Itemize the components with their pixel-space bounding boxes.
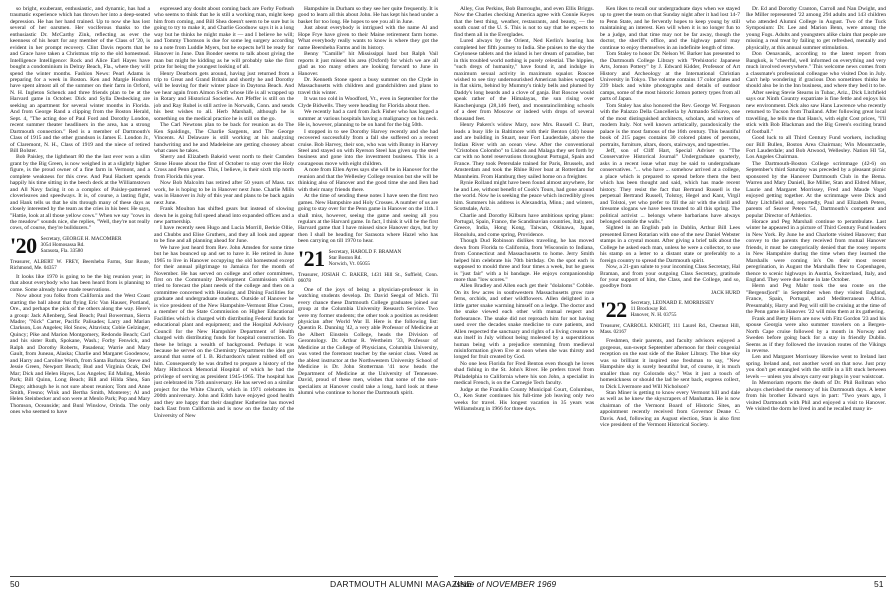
secretary-name: Secretary, GEORGE H. MACOMBER: [40, 235, 122, 242]
treasurer-info: Treasurer, JOSIAH C. BAKER, 1431 Hill St., Suffield, Conn. 06078: [298, 271, 438, 284]
paragraph: Though Dud Robinson dislikes traveling, he has moved down from Florida to California, from Wisconsin to Indiana, from Connecticut and Massachusetts to home. Jerry Smith helped him celebrate his 70th birthday. On the spot each is supposed to mould three and four times a week, but he guess is "just fair" with a bi bandage. He enjoys companionship more than "low scores.": [454, 238, 594, 284]
paragraph: Tom Staley has also honored the Rev. George W. Ferguson with the Palazzo Della Cancelleria by Armando Schiavo, one of the most distinguished architects, scholars, and writers of modern Italy. Not well known artistically, paradoxically the palace is the most famous of the 16th century. This beautiful book of 215 pages contains 30 colored plates of persons, portraits, furniture, altars, doors, stairways, and tapestries.: [600, 102, 740, 148]
paragraph: Now Bob Malcolm has retired after 50 years of Mass. tax work, he is hoping to be in Hanover next June. Charlie Mills was in Hanover in July of this year and plans to be back again next June.: [154, 180, 294, 206]
right-page-number: 51: [874, 579, 884, 589]
paragraph: One of the joys of being a physician-professor is in watching students develop. Dr. David Seegal of Mich. Til every chance these Dartmouth College graduates joined our group at the Columbia University Research Service. Two were my former students; the other took a position as resident physician after World War II. Here is the following list: Quentin R. Dunning '42, a very able Professor of Medicine at the Albert Einstein College, heads the Division of Gerontology. Dr. Arthur R. Wertheim '33, Professor of Medicine at the College of Physicians, Columbia University, was voted the foremost teacher by the senior class. Voted as the ablest instructor at the Northwestern University School of Medicine is Dr. John Stotterman '41 now heads the Department of Medicine at the University of Tennessee. David, proud of these men, wishes that some of the non-specialists at Hanover could take a long, hard look at these alumni who continue to honor the Dartmouth spirit.: [298, 286, 438, 397]
paragraph: In Memoriam reports the death of Dr. Phil Rollman who always cherished the memory of his Dartmouth days. A letter from his brother Edward says in part: "Two years ago, I visited Dartmouth with Phil and enjoyed a visit to Hanover. We visited the dorm he lived in and he recalled many in-: [746, 380, 886, 413]
paragraph: Good luck to all Third Century Fund workers, including our Bill Bullen, Boston Area Chairman; Win Mountcastle, Fort Lauderdale; and Bob Atwood, Wellesley. Nation HI '54, Los Angeles Chairman.: [746, 135, 886, 161]
paragraph: It was too cold in Woodford, Vt., even in September for the Clyde Bidwells. They were heading for Florida about then.: [298, 96, 438, 109]
paragraph: Len and Margaret Morrissey likewise went to Ireland last spring. Ireland and, not another word on that now. Just pray you don't get entangled with the strife in a lift stuck between levels — unless you always carry ear plugs in your waistcoat.: [746, 354, 886, 380]
class-year: '21: [298, 245, 325, 271]
paragraph: Frank Moulton has shifted gears but instead of slowing down he is going full speed ahead into expanded offices and a new partnership.: [154, 206, 294, 225]
paragraph: No one less Florida for Fred Benton even though he loves shad fishing in the St. John's River. He prefers travel from Philadelphia to California where his son John, a specialist in medical French, is on the Carnegie Tech faculty.: [454, 360, 594, 387]
paragraph: We recently had a card from Jack Fisher who has logged a summer at various hospitals having a malignancy on his neck. He is, however, planning to be on hand for the big 50th.: [298, 109, 438, 129]
paragraph: Tom Staley to honor Dr. Nelson W. Barker has presented to the Dartmouth College Library with "Prehistoric Japanese Arts, Jomon Pottery" by J. Edward Kidder, Professor of Art History and Archeology at the International Christian University in Tokyo. The volume contains 17 color plates and 239 black and white photographs and details of outdoor camps, some of the most historic Jomon pottery types from all parts of Japan.: [600, 51, 740, 103]
paragraph: Hampshire in Durham so they see her quite frequently. It is good to learn all this about John. He has kept his head under a basket for too long. He hopes to see you all in June.: [298, 6, 438, 25]
secretary-city: Hanover, N. H. 03755: [630, 312, 677, 319]
secretary-city: Sarasota, Fla. 33580: [40, 247, 83, 254]
secretary-info: [329, 249, 402, 267]
paragraph: Lured always by the Orient, Ned Kerlin's hearing has completed her fifth journey to India. She praises to the sky the Ceylonese tablets and the island is her dream of paradise, but in this troubled world nothing is purely celestial. The hippies, "such dregs of humanity," have found it, and indulge in maximum sexual activity in maximum squalor. Roscoe wished to see tiny undernourished American babies wrapped in flat skirts, behind by Mummy's tinkly bells and plumed by Daddy's long beards and a clove of ganja. But Roscoe would speak rather of the Himalayas, the sun rising over Kanchenjunga (28,146 feet), and mountainclimbing schools of a deer from Moscow or indeed with drops of several thousand feet.: [454, 38, 594, 122]
paragraph: At the time of sending these notes I have seen the first two games. New Hampshire and Holy Crosses. A number of us are going to stay over for the Penn game in Hanover on the 11th. I shall miss, however, seeing the game and seeing all you regulars at the Harvard game. In fact, I think it will be the first Harvard game that I have missed since Hanover days, but by then I shall be heading for Sarasota where Hazel who has been carrying on till 1970 to hear.: [298, 193, 438, 245]
secretary-name: Secretary, LEONARD E. MORRISSEY: [630, 300, 714, 307]
column-2: [154, 6, 294, 572]
column-4: [454, 6, 594, 572]
secretary-address: 11 Brockway Rd.: [630, 306, 667, 313]
paragraph: A note from Ellen Ayres says she will be in Hanover for the reunion and that the Wellesley College reunion but she will be thinking also of Hanover and the good time she and Ben had with their many friends there.: [298, 167, 438, 193]
paragraph: We have just heard from Rev. John Amsden for some time but he has bounced up and set to have it. He retired in June 1965 to live in Hanover occupying the old homestead except for their annual pilgrimage to Jamaica for the month of November. He has served on college and other committees, first on the Community Development Commission which tried to forecast the plant needs of the college and then on a committee concerned with Housing and Dining Facilities for graduate and undergraduate students. Outside of Hanover he is vice president of the New Hampshire-Vermont Blue Cross, a member of the State Commission on Higher Educational Facilities which is charged with distributing Federal funds for educational plant and equipment; and the Hospital Advisory Council for the New Hampshire Department of Health charged with distributing funds for hospital construction. To these he brings a wealth of background. Perhaps it was because he served on the Chemistry Department the idea got around that some of I. B. Richardson's talent rubbed off on him. Consequently he was drafted to prepare a history of the Mary Hitchcock Memorial Hospital of which he had the privilege of serving as president 1945-1965. The hospital has just celebrated its 75th anniversary. He has served on a similar project for the White Church, which in 1971 celebrates its 200th anniversary. John and Edith have enjoyed good health and they are happy that their daughter Katherine has moved back East from California and is now on the faculty of the University of New: [154, 244, 294, 419]
paragraph: Charlie and Dorothy Kilburn have ambitious spring plans: Portugal, Spain, France, the Scandinavian countries, Italy, and Greece, India, Hong Kong, Taiwan, Okinawa, Japan, Honolulu, and come spring, Providence.: [454, 212, 594, 238]
class-year: '22: [600, 297, 627, 323]
class-heading-1922: [600, 297, 740, 323]
right-page: [448, 0, 896, 600]
column-5: [600, 6, 740, 572]
paragraph: so bright, exuberant, enthusiastic, and dynamic, has had a traumatic experience which has thrown her into a deep-seated depression. He has her hand trained. Up to now she has lost several of her oarsmen. Her vociferous thanks to the enthusiastic Dr. McCarthy Zink, reflecting as ever the keenness of his heart for any member of the Class of '20, is evident in her prompt recovery. Clint Davis reports that he and Grace have taken a Christmas trip to the old homestead. Intelligence Intelligence: Rock and Alice Earl Hayes have bought a condominium in Delray Beach, Fla., where they will spend the winter months. Fashion News: Pearl Adams is preparing for a week in Boston. Ken and Margie Houlton have spent almost all of the summer on their farm in Orford, N. H. Ingleton Schenck and three friends plan to be at the Harvard game in October. Dick and Sylla Desbecking are seeking an apartment for several winter months in Florida. And from George Rand a clipping from the Boston Herald, Sept. 4, "The acting doe of Paul Ford and Dorothy London, recent summer theater headliners in the area, has a strong Dartmouth connection." Red is a member of Dartmouth's Class of 1915 and the other grandson is James E. London Jr., of Claremont, N. H., Class of 1919 and the niece of retired Bill Bolster.: [10, 6, 150, 154]
left-page-number: 50: [10, 579, 20, 589]
class-heading-1921: [298, 245, 438, 271]
paragraph: Don Oenavanik, according to the latest report from Bangkok, is "cheerful, well informed on everything and very much involved everywhere." This welcome news comes from a classmate's professional colleague who visited Don in July. Can't help wondering if gracious Don sometimes thinks he should also be in the Inn business, and where they bed it to be.: [746, 51, 886, 90]
treasurer-info: Treasurer, CARROLL KNIGHT, 111 Laurel Rd., Chestnut Hill, Mass. 02167: [600, 323, 740, 336]
paragraph: Jeff, son of Cliff Hart, Special Adviser to "The Conservative Historical Journal" Undergraduate quarterly, asks in a recent issue what may be said to undergraduate conservatives. "... who have ... somehow arrived at a college, a place which is prepared to spread before them the best which has been thought and said, which has made recent history. They resist the fact that Bertrand Russell is the perpetual Bertrand Russell, Tolstoy, Hegel and Kant, Virgil and Tolstoi, yet who prefer to fill the air with the shrill and tiresome slogans we have been treated to all this spring. The political activist ... belongs where barbarians have always belonged outside the walls.": [600, 147, 740, 225]
magazine-title: DARTMOUTH ALUMNI MAGAZINE: [330, 579, 473, 589]
paragraph: It looks like 1970 is going to be the big reunion year; in that about everybody who has been heard from is planning to come. Some already have made reservations.: [10, 273, 150, 293]
paragraph: Horace and Peg Marshall continue to perambulate. Last winter he appeared in a picture of Third Century Fund leaders in New York. By June he and Charlotte visited Hanover; that convey to the parents they received from mutual Hanover friends, it must be categorically denied that the rosey reports in New Hampshire during the time when they learned the Marshalls were coming in's On their most recent peregrination, in August the Marshalls flew to Copenhagen, thence to scenic highways in Austria, Switzerland, Italy, and England. They were due home in late October.: [746, 218, 886, 284]
secretary-info: [41, 236, 122, 254]
paragraph: Frank and Betty Horn are now with Fitz Gordon '23 and his spouse Georgia were also summer travelers on a Bergen-North Cape cruise followed by a month in Norway and Sweden before going back for a stay in friendly Dublin. Seems as if they followed the invasion routes of the Vikings in reverse.: [746, 315, 886, 355]
paragraph: Sherry and Elizabeth Bakeid went north to their Camden Stone House about the first of October to stay over the Holy Cross and Penn games. This, I believe, is their sixth trip north from Florida this year.: [154, 154, 294, 180]
paragraph: Rynie Rolland might have been found almost anywhere, for he and Lee, without benefit of Cook's Tours, had gone around the world. Now he is seeking the peace which incredibly gives him. Summers his address is Alexandria, Minn.; and winters, Scottsdale, Ariz.: [454, 180, 594, 213]
paragraph: Henry Dearborn gets around, having just returned from a trip to Great and Grand Britain and shortly he and Dorothy will be leaving for their winter place in Daytona Beach. And we hear again from Almon Swift whose life is all wrapped up in Rotary and Historical Societies. Art Pfeffer is still on the job and Ray Rubel is still active in Norwalk, Conn. and sends his best wishes to all. Herb Marshall, although he is something on the medical practice he is still on the go.: [154, 70, 294, 122]
column-6: [746, 6, 886, 572]
class-year: '20: [10, 232, 37, 258]
paragraph: Dr. Ed and Dorothy Cranton, Carroll and Nan Dwight, and Ike Miller represented '22 among 294 adults and 143 children who attended Alumni College in August. Two of the Tuck Symposium: Dr. Lee and Marion Benn, were among the young Fogs. Adults and youngsters alike claim that people are missing a real treat by failing to get refreshed, mentally and physically, at this annual summer stimulation.: [746, 6, 886, 51]
paragraph: Freshmen, their parents, and faculty advisors enjoyed a gorgeous, sun-swept September afternoon for their congenial reception on the east side of the Baker Library. The blue sky was so brilliant it inspired one freshman to say, "New Hampshire sky is surely beautiful but, of course, it is much smaller than my Colorado sky." Was it just a touch of homesickness or should the lad be sent back, express collect, to Dick Livermore and Will Nicholson?: [600, 338, 740, 390]
paragraph: Now about you folks from California and the West Coast starting the ball about that flying Eric Van Hauser, Portland, Ore., and perhaps the pick of the others along the way. Here's a group: Jack Allenberg, Seal Beach; Paul Bowerman, Sierra Madre; "Nick" Carter, Pacific Palisades; Larry and Marian Clarkson, Los Angeles; Hol Snow, Altavista; Cobie Gelzinger, Quincy; Pike and Marion Montgomery, Redondo Beach; Carl and his sister Ruth, Spokane, Wash.; Forby Fenwick, and Ralph and Dorothy Roberts, Pasadena; Warrie and Mary Gault, from Juneau, Alaska; Charlie and Margaret Goodenow, and Harry and Caroline Worth, from Santa Barbara; Steve and Jessie Green, Newport Beach; Bud and Virginia Ocak, Del Mar; Dick and Helen Hayes, Los Angeles; Ed Maling, Menlo Park; Bill Quinn, Long Beach; Bill and Hilda Shea, San Diego; although he is not sure about reunion; Tom and Anne Smith, Fresno; Wink and Bertha Smith, Monterey; Al and Helen Steinbecker and son were at Menlo Park; Pop and Mary Thomson, Oceanside; and Bunl Winslow, Orinda. The only ones who seemed to have: [10, 293, 150, 416]
secretary-name: Secretary, HAROLD F. BRAMAN: [328, 248, 402, 255]
paragraph: I stopped in to see Dorothy Harvey recently and she had recovered successfully from a fall she suffered on a recent cruise. Bob Harvey, their son, who was with Bunny in Harvey Steel and stayed on with Ryerson Steel has given up the steel business and gone into the investment business. This is a courageous move with eight children.: [298, 128, 438, 167]
page-footer: [0, 576, 896, 592]
issue-line: Issue of NOVEMBER 1969: [454, 579, 557, 589]
paragraph: Alley, Gus Perkins, Bob Burroughs, and even Ellis Briggs. Now the Charles checking America agree with Connie Keyes that the best thing, weather, restaurants, and beauty, — the south coast of the U. S. This is not to say that he expects to find them all in the Everglades.: [454, 6, 594, 38]
secretary-city: Norwich, Vt. 05055: [328, 260, 371, 267]
paragraph: Stan Miner is getting to know every Vermont hill and dale as well as he knew the skyscrapers of Manhattan. He is now chairman of the Vermont Board of Historic Sites, an appointment recently received from Governor Deane C. Davis. And, following an August election, Stan is also first vice president of the Vermont Historical Society.: [600, 390, 740, 429]
paragraph: The Carl Newtons plan to be back for reunion as do The Ken Spaldings, The Charlie Sargents, and The George Vincents. Al Delaware is still working at his analyzing handwriting and he and Madeleine are getting choosey about what cases he takes.: [154, 122, 294, 154]
paragraph: Just about everybody is intrigued with the name Al and Hope Frye have given to their Maine retirement farm home. What everybody really wants to know is where they got the name Beersheba Farms and its history.: [298, 25, 438, 51]
secretary-address: 3054 Homosassa Rd.: [40, 241, 85, 248]
paragraph: Sighted in an English pub in Dublin, Arthur Bill Lees presented Ernest Rotarian with one of the new Daniel Webster stamps in a crystal mount. After giving a brief talk about the College he asked each man, unless he were a collector, to use his stamp on a letter to a distant state or preferably to a foreign country to spread the Dartmouth spirit.: [600, 225, 740, 264]
paragraph: I have recently seen Hugo and Lucia Morrill, Berkie Ollie, and Chubbs and Elise Gruthers, and they all look and appear to be fine and all planning ahead for June.: [154, 225, 294, 245]
paragraph: After seeing Stevie Stearns in Tubac, Ariz., Dick Litchfield says our Ninth Country expatriate is fine fettle and enjoys his new environment. Dick also saw Hans Lawrence who recently returned to Tucson from Thailand. After following great local travelling, he tells me that Hans's, with eight Cost prices, "I'll stick with Bob Blackman and the Big Green's exciting brand of football.": [746, 89, 886, 135]
paragraph: expressed any doubt about coming back are Forby Forbush who seems to think that he is still a working man, might keep him from coming, and Bill Shea doesn't seem to be sure but is going to try to make it, and Charlie Goodnow says it is a long way but he thinks he might make it — and I believe he will; and Tommy Thomson is due for some leg surgery according to a note from Luddie Myers, but he expects he'll be ready for Hanover in June. Dan Bonder seems to talk about giving the man but might be kidding as he will probably take the first prize for being the youngest looking of all.: [154, 6, 294, 71]
column-3: [298, 6, 438, 572]
treasurer-info: Treasurer, ALBERT W. FREY, Beersheba Farms, Star Route, Richmond, Me. 04357: [10, 258, 150, 271]
column-1: [10, 6, 150, 572]
class-heading-1920: [10, 232, 150, 258]
signoff: JACK HURD: [711, 289, 740, 296]
paragraph: Benny "Camille" hit Mississippi hard but Ralph Vail reports it just missed his area (Oxford) for which we are all glad as too many others are looking forward to June in Hanover.: [298, 51, 438, 77]
paragraph: Allen Bradley and Allen each get their "dolaloms" Cobble. On its few acres in southwestern Massachusetts grow rare ferns, orchids, and other wildflowers. Allen delighted in a little garter snake warming himself on a ledge. The doctor and the snake viewed each other with mutual respect and forbearance. The snake did not reproach him for not having used over the decades snake medicine to cure patients, and Allen respected the sanctuary and rights of a living creature to sun itself in July without being molested by a superstitious human being with a prejudice stemming from medieval misinformation given Eve at noon when she was thirsty and longed for fruit created by God.: [454, 283, 594, 361]
paragraph: Now, a 21-gun salute to your incoming Class Secretary, Hal Braman, and from your outgoing Class Secretary, gratitude for your support of him, the Class, and the College, and so, goodbye from: [600, 264, 740, 290]
paragraph: The Dartmouth-Boston College scrimmage (42-6) on September's third Saturday was preceded by a pleasant picnic sponsored by the Hanover Dartmouth Club in the Bema. Warren and Mary Daniell, Ike Miller, Stan and Eldred Miner, Laurie and Margaret Morrissey, Fred and Maude Vogel enjoyed getting together. At the scrimmage were Dick and Mary Litchfield and, reportedly, Paul and Elizabeth Peters, parents of Seaver Peters '54, Dartmouth's competent and popular Director of Athletics.: [746, 160, 886, 219]
paragraph: Ken likes to recall our undergraduate days when we stayed up to greet the team on that Sunday night after it had lost 14-7 to Penn State, and he fervently hopes to keep young by still maintaining an interest. Ken will when it is no longer fun to be a judge, and that time may not be far away, though the doctor, the sheriff's office, and the highway patrol may continue to enjoy themselves in an indefinite length of time.: [600, 6, 740, 51]
paragraph: Herm and Peg Mahr took the sea route on the "Bergensfjord" in September when they visited England, France, Spain, Portugal, and Mediterranean Africa. Presumably, Harry and Peg will still be cruising at the time of the Penn game in Hanover. '22 will miss them at its gathering.: [746, 283, 886, 316]
paragraph: Dr. Kenneth Stone spent a busy summer on the Clyde in Massachusetts with children and grandchildren and plans to travel this winter.: [298, 76, 438, 96]
footer-rule-right: [454, 576, 886, 577]
secretary-info: [631, 300, 714, 318]
footer-rule-left: [10, 576, 438, 577]
paragraph: Judge at the Franklin County Municipal Court, Columbus, O., Ken Suter continues his full-time job leaving only two weeks for travel. His longest vacation in 35 years was Williamsburg in 1966 for three days.: [454, 386, 594, 413]
paragraph: Henry Pakers's widow Mary, now Mrs. Russell C. Burt, leads a busy life in Baltimore with their Benton (44) house and are building in Stuart, near Fort Lauderdale, above the Indian River with an ocean view. After the conventional "Cristobon Colombo" to Lisbon and Malaga they set forth by car with no hotel reservations throughout Portugal, Spain and France. They took Petersdale trained for Paris, Brussels, and Amsterdam and took the Rhine River boat at Rotterdam for Mannheim. From Hamburg they sailed home on a freighter.: [454, 122, 594, 180]
paragraph: Bob Paisley, the lightheart 80 the the last ever won a slim grant by the Big Green, is now weighed in at a slightly higher figure, is the proud owner of a fine farm in Vermont, and a complete weakness for this crew. And Paul Hackett spends happily his time sitting in the beech deck at the Williamstown and All Navy facing it on a complex of Paisley-patterned cloverleaves and speedways. It is, of course, a lasting fight, and Hank tells us that he sits through many of these days as closely interested by the team as the cries in his beer. He says, "Hattie, look at all those yellow cows." When we say "cows in the meadow" sounds nice, she replies, "Well, they're not really cows, of course, they're bulldozers.": [10, 154, 150, 232]
secretary-address: Star Boston Rd.: [328, 254, 362, 261]
